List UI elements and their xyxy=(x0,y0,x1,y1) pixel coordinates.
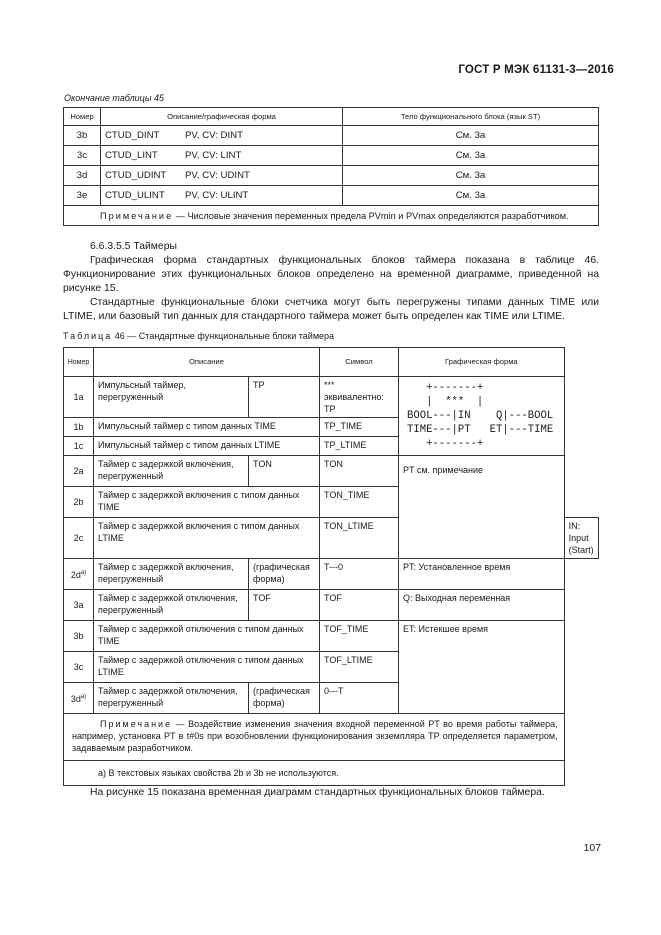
row-symbol: TOF_TIME xyxy=(320,621,399,652)
table46-header-graphic: Графическая форма xyxy=(399,348,565,377)
row-num: 3d xyxy=(64,166,101,186)
fb-types: PV, CV: LINT xyxy=(185,150,242,161)
row-num-text: 2d xyxy=(70,570,81,580)
row-desc xyxy=(101,126,343,146)
row-num: 3c xyxy=(64,146,101,166)
table46-footnote: a) В текстовых языках свойства 2b и 3b не используются. xyxy=(64,761,565,786)
row-symbol: TP_LTIME xyxy=(320,437,399,456)
table46-header-desc: Описание xyxy=(94,348,320,377)
row-desc: Таймер с задержкой отключения с типом данных LTIME xyxy=(94,652,320,683)
row-symbol: TOF xyxy=(320,590,399,621)
row-symbol: TON_LTIME xyxy=(320,518,399,559)
row-body: См. 3а xyxy=(343,146,599,166)
table45-note xyxy=(64,206,599,226)
row-body: См. 3а xyxy=(343,186,599,206)
table46-note-row xyxy=(64,714,599,761)
section-text xyxy=(63,240,599,324)
row-desc: Импульсный таймер с типом данных LTIME xyxy=(94,437,320,456)
fb-types: PV, CV: DINT xyxy=(185,130,243,141)
row-symbol: *** эквивалентно: TP xyxy=(320,377,399,418)
table46-caption xyxy=(63,331,334,341)
row-symbol: T---0 xyxy=(320,559,399,590)
row-type: TOF xyxy=(249,590,320,621)
table46-header-row xyxy=(64,348,599,377)
table-row xyxy=(64,166,599,186)
note-text: — Числовые значения переменных предела PVmin и PVmax определяются разработчиком. xyxy=(173,210,569,221)
table45-header-body: Тело функционального блока (язык ST) xyxy=(343,108,599,126)
row-num: 3c xyxy=(64,652,94,683)
row-desc: Таймер с задержкой включения, перегруженный xyxy=(94,456,249,487)
fb-name: CTUD_UDINT xyxy=(105,170,167,181)
fb-name: CTUD_ULINT xyxy=(105,190,165,201)
graphic-note: PT см. примечание xyxy=(399,456,565,559)
document-header: ГОСТ Р МЭК 61131-3—2016 xyxy=(458,64,614,76)
note-label: Примечание xyxy=(100,210,174,221)
row-num xyxy=(64,683,94,714)
table-row xyxy=(64,590,599,621)
row-symbol: TON_TIME xyxy=(320,487,399,518)
row-num: 2c xyxy=(64,518,94,559)
row-symbol: TON xyxy=(320,456,399,487)
table-row xyxy=(64,377,599,418)
table-row xyxy=(64,559,599,590)
table-46 xyxy=(63,347,599,786)
row-body: См. 3а xyxy=(343,126,599,146)
row-desc: Таймер с задержкой включения с типом данных LTIME xyxy=(94,518,320,559)
row-desc: Таймер с задержкой включения с типом данных TIME xyxy=(94,487,320,518)
table46-note xyxy=(64,714,565,761)
graphic-note: ET: Истекшее время xyxy=(399,621,565,714)
footnote-mark: a) xyxy=(80,694,87,700)
closing-paragraph: На рисунке 15 показана временная диаграмм стандартных функциональных блоков таймера. xyxy=(90,787,545,798)
table-row xyxy=(64,621,599,652)
row-desc xyxy=(101,146,343,166)
row-desc xyxy=(101,166,343,186)
row-num xyxy=(64,559,94,590)
caption-text: 46 — Стандартные функциональные блоки таймера xyxy=(112,331,335,341)
row-num: 2b xyxy=(64,487,94,518)
row-num: 3b xyxy=(64,126,101,146)
row-symbol: TOF_LTIME xyxy=(320,652,399,683)
row-num-text: 3d xyxy=(70,694,81,704)
graphic-note: IN: Input (Start) xyxy=(564,518,598,559)
row-desc: Таймер с задержкой отключения с типом данных TIME xyxy=(94,621,320,652)
row-type: (графическая форма) xyxy=(249,683,320,714)
row-symbol: TP_TIME xyxy=(320,418,399,437)
graphic-note: PT: Установленное время xyxy=(399,559,565,590)
fb-name: CTUD_DINT xyxy=(105,130,160,141)
row-desc: Таймер с задержкой отключения, перегруженный xyxy=(94,590,249,621)
row-desc xyxy=(101,186,343,206)
row-type: (графическая форма) xyxy=(249,559,320,590)
table-row xyxy=(64,456,599,487)
row-symbol: 0---T xyxy=(320,683,399,714)
row-num: 3b xyxy=(64,621,94,652)
table45-note-row xyxy=(64,206,599,226)
row-num: 3e xyxy=(64,186,101,206)
footnote-mark: a) xyxy=(80,570,87,576)
table45-header-num: Номер xyxy=(64,108,101,126)
table45-caption: Окончание таблицы 45 xyxy=(64,93,164,103)
table45-header-desc: Описание/графическая форма xyxy=(101,108,343,126)
graphic-note: Q: Выходная переменная xyxy=(399,590,565,621)
row-num: 1c xyxy=(64,437,94,456)
fb-types: PV, CV: ULINT xyxy=(185,190,249,201)
section-paragraph-2: Стандартные функциональные блоки счетчика могут быть перегружены типами данных TIME или LTIME, или базовый тип данных для стандартного таймера может быть определен как TIME или LTIME. xyxy=(63,297,599,322)
table-45 xyxy=(63,107,599,226)
page-number: 107 xyxy=(583,843,601,854)
row-body: См. 3а xyxy=(343,166,599,186)
table-row xyxy=(64,186,599,206)
graphic-block-cell xyxy=(399,377,565,456)
fb-graphic-block: +-------+ | *** | BOOL---|IN Q|---BOOL TIME---|PT ET|---TIME +-------+ xyxy=(407,382,554,450)
table46-header-num: Номер xyxy=(64,348,94,377)
row-num: 3a xyxy=(64,590,94,621)
row-type: TP xyxy=(249,377,320,418)
table-row xyxy=(64,146,599,166)
row-desc: Таймер с задержкой отключения, перегруженный xyxy=(94,683,249,714)
row-desc: Таймер с задержкой включения, перегруженный xyxy=(94,559,249,590)
row-desc: Импульсный таймер, перегруженный xyxy=(94,377,249,418)
fb-types: PV, CV: UDINT xyxy=(185,170,250,181)
row-desc: Импульсный таймер с типом данных TIME xyxy=(94,418,320,437)
row-num: 2a xyxy=(64,456,94,487)
table-row xyxy=(64,126,599,146)
table46-header-symbol: Символ xyxy=(320,348,399,377)
section-heading: 6.6.3.5.5 Таймеры xyxy=(90,241,177,252)
fb-name: CTUD_LINT xyxy=(105,150,158,161)
row-num: 1b xyxy=(64,418,94,437)
table46-footnote-row xyxy=(64,761,599,786)
row-type: TON xyxy=(249,456,320,487)
section-paragraph-1: Графическая форма стандартных функциональных блоков таймера показана в таблице 46. Функционирование этих функциональных блоков определено на временной диаграмме, приведенной на рисунке 15. xyxy=(63,255,599,294)
row-num: 1a xyxy=(64,377,94,418)
table45-header-row xyxy=(64,108,599,126)
note-text: — Воздействие изменения значения входной переменной PT во время работы таймера, например, установка PT в t#0s при возобновлении функционирования экземпляра TP определяется параметром, задаваемым разработчиком. xyxy=(72,719,558,753)
note-label: Примечание xyxy=(100,719,173,729)
caption-label: Таблица xyxy=(63,331,113,341)
